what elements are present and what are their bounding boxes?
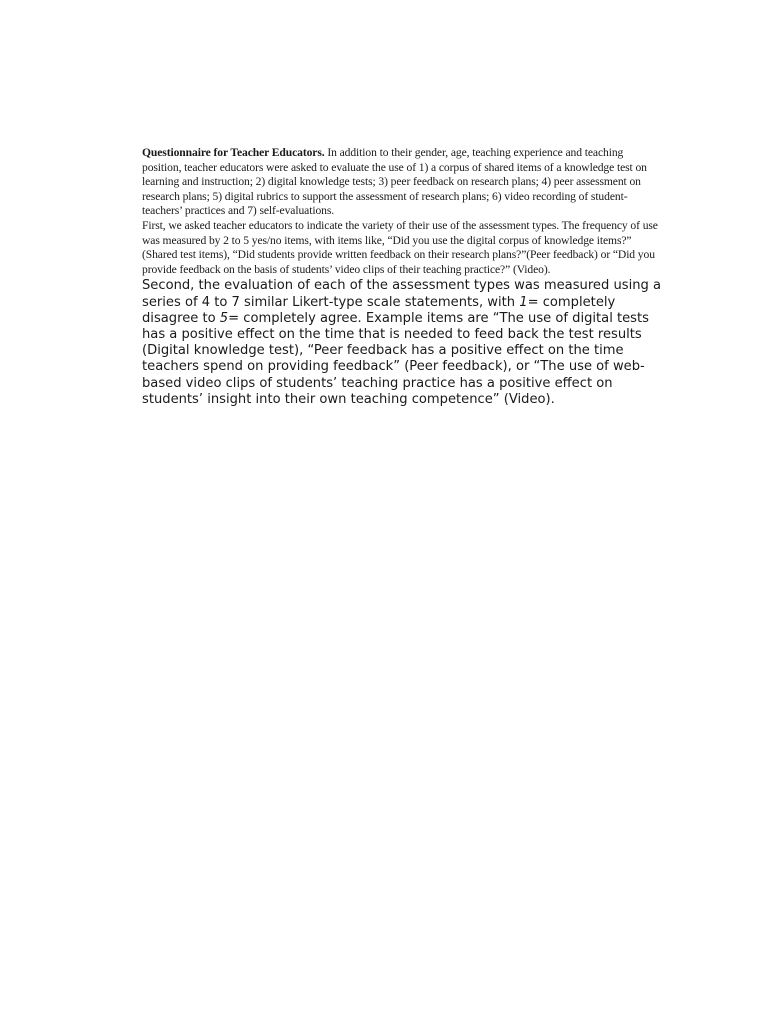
paragraph-questionnaire <box>142 146 662 219</box>
scale-value-low: 1 <box>519 294 528 310</box>
evaluation-text-part3: = completely agree. Example items are “The use of digital tests has a positive effect on the time that is needed to feed back the test results (Digital knowledge test), “Peer feedback has a positive effect on the time teachers spend on providing feedback” (Peer feedback), or “The use of web-based video clips of students’ teaching practice has a positive effect on students’ insight into their own teaching competence” (Video). <box>142 310 649 407</box>
evaluation-text-part2: = completely disagree to <box>142 294 616 326</box>
paragraph-heading: Questionnaire for Teacher Educators. <box>142 146 325 159</box>
evaluation-text-part1: Second, the evaluation of each of the assessment types was measured using a series of 4 to 7 similar Likert-type scale statements, with <box>142 278 662 310</box>
paragraph-evaluation <box>142 278 662 408</box>
serif-text-block <box>142 146 662 277</box>
paragraph-frequency: First, we asked teacher educators to indicate the variety of their use of the assessment types. The frequency of use was measured by 2 to 5 yes/no items, with items like, “Did you use the digital corpus of knowledge items?” (Shared test items), “Did students provide written feedback on their research plans?”(Peer feedback) or “Did you provide feedback on the basis of students’ video clips of their teaching practice?” (Video). <box>142 218 658 276</box>
paragraph-body: In addition to their gender, age, teaching experience and teaching position, teacher educators were asked to evaluate the use of 1) a corpus of shared items of a knowledge test on learning and instruction; 2) digital knowledge tests; 3) peer feedback on research plans; 4) peer assessment on research plans; 5) digital rubrics to support the assessment of research plans; 6) video recording of student-teachers’ practices and 7) self-evaluations. <box>142 146 647 218</box>
document-page <box>142 146 662 408</box>
scale-value-high: 5 <box>219 310 229 326</box>
